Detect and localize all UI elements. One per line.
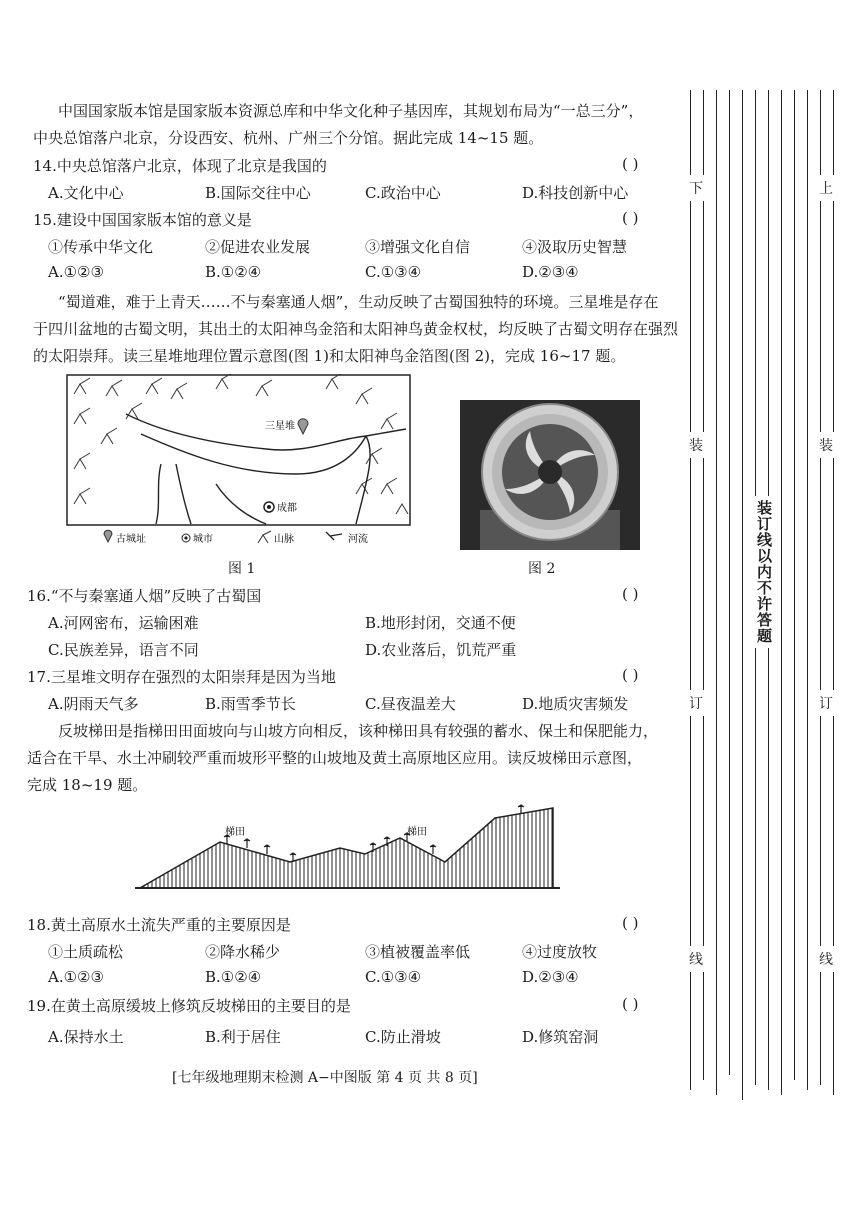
q16-option-d[interactable]: D.农业落后，饥荒严重 <box>365 641 517 659</box>
q19-option-c[interactable]: C.防止滑坡 <box>365 1028 441 1046</box>
figure-2-caption: 图 2 <box>528 561 556 577</box>
q15-option-b[interactable]: B.①②④ <box>205 263 262 281</box>
q15-option-c[interactable]: C.①③④ <box>365 263 422 281</box>
q15-statement-1: ①传承中华文化 <box>48 238 154 256</box>
binding-mark-right-4: 线 <box>817 946 835 972</box>
question-16-stem: 16.“不与秦塞通人烟”反映了古蜀国 <box>27 587 262 605</box>
legend-city: 城市 <box>193 534 213 545</box>
q14-option-d[interactable]: D.科技创新中心 <box>522 184 629 202</box>
binding-line <box>690 90 691 1090</box>
chengdu-label: 成都 <box>277 503 297 514</box>
binding-line <box>716 90 717 1095</box>
intro-paragraph-1-line-1: 中国国家版本馆是国家版本资源总库和中华文化种子基因库，其规划布局为“一总三分”， <box>58 102 644 120</box>
q15-statement-4: ④汲取历史智慧 <box>522 238 628 256</box>
sanxingdui-location-map <box>66 374 411 552</box>
question-19-stem: 19.在黄土高原缓坡上修筑反坡梯田的主要目的是 <box>27 997 351 1015</box>
q14-option-c[interactable]: C.政治中心 <box>365 184 441 202</box>
q18-statement-3: ③植被覆盖率低 <box>365 943 471 961</box>
page-footer: [七年级地理期末检测 A−中图版 第 4 页 共 8 页] <box>172 1070 478 1086</box>
q17-option-b[interactable]: B.雨雪季节长 <box>205 695 296 713</box>
q19-option-d[interactable]: D.修筑窑洞 <box>522 1028 599 1046</box>
intro-paragraph-2-line-2: 于四川盆地的古蜀文明，其出土的太阳神鸟金箔和太阳神鸟黄金权杖，均反映了古蜀文明存在强烈 <box>33 320 679 338</box>
binding-mark-left-4: 线 <box>687 946 705 972</box>
binding-line <box>820 90 821 1085</box>
intro-paragraph-3-line-3: 完成 18~19 题。 <box>27 776 148 794</box>
intro-paragraph-1-line-2: 中央总馆落户北京，分设西安、杭州、广州三个分馆。据此完成 14~15 题。 <box>33 129 544 147</box>
answer-paren-14[interactable]: ( ) <box>622 155 639 173</box>
legend-ancient-site: 古城址 <box>116 534 146 545</box>
answer-paren-16[interactable]: ( ) <box>622 585 639 603</box>
binding-mark-right-3: 订 <box>817 690 835 716</box>
figure-1-caption: 图 1 <box>228 561 256 577</box>
q17-option-d[interactable]: D.地质灾害频发 <box>522 695 629 713</box>
q15-option-d[interactable]: D.②③④ <box>522 263 579 281</box>
reverse-slope-terrace-diagram <box>135 800 560 892</box>
binding-mark-right-2: 装 <box>817 432 835 458</box>
q18-option-d[interactable]: D.②③④ <box>522 968 579 986</box>
intro-paragraph-3-line-2: 适合在干旱、水土冲刷较严重而坡形平整的山坡地及黄土高原地区应用。读反坡梯田示意图， <box>27 749 643 767</box>
q18-statement-4: ④过度放牧 <box>522 943 598 961</box>
answer-paren-18[interactable]: ( ) <box>622 914 639 932</box>
binding-notice: 装订线以内不许答题 <box>752 496 777 648</box>
binding-line <box>729 90 730 1075</box>
binding-line <box>781 90 782 1095</box>
answer-paren-19[interactable]: ( ) <box>622 995 639 1013</box>
question-17-stem: 17.三星堆文明存在强烈的太阳崇拜是因为当地 <box>27 668 336 686</box>
answer-paren-17[interactable]: ( ) <box>622 666 639 684</box>
q15-statement-2: ②促进农业发展 <box>205 238 311 256</box>
question-15-stem: 15.建设中国国家版本馆的意义是 <box>33 211 252 229</box>
q15-option-a[interactable]: A.①②③ <box>48 263 104 281</box>
binding-line <box>703 90 704 1080</box>
q16-option-c[interactable]: C.民族差异，语言不同 <box>48 641 199 659</box>
q16-option-a[interactable]: A.河网密布，运输困难 <box>48 614 199 632</box>
q18-statement-2: ②降水稀少 <box>205 943 281 961</box>
q15-statement-3: ③增强文化自信 <box>365 238 471 256</box>
intro-paragraph-3-line-1: 反坡梯田是指梯田田面坡向与山坡方向相反，该种梯田具有较强的蓄水、保土和保肥能力， <box>58 722 659 740</box>
q19-option-b[interactable]: B.利于居住 <box>205 1028 281 1046</box>
terrace-label-2: 梯田 <box>407 827 427 838</box>
answer-paren-15[interactable]: ( ) <box>622 209 639 227</box>
binding-line <box>742 90 743 1100</box>
binding-mark-left-2: 装 <box>687 432 705 458</box>
q18-option-a[interactable]: A.①②③ <box>48 968 104 986</box>
q17-option-a[interactable]: A.阴雨天气多 <box>48 695 139 713</box>
legend-mountain: 山脉 <box>274 534 294 545</box>
q14-option-a[interactable]: A.文化中心 <box>48 184 124 202</box>
q18-option-b[interactable]: B.①②④ <box>205 968 262 986</box>
binding-line <box>794 90 795 1080</box>
binding-line <box>807 90 808 1090</box>
binding-line <box>833 90 834 1095</box>
q18-statement-1: ①土质疏松 <box>48 943 124 961</box>
binding-mark-left-3: 订 <box>687 690 705 716</box>
q18-option-c[interactable]: C.①③④ <box>365 968 422 986</box>
question-18-stem: 18.黄土高原水土流失严重的主要原因是 <box>27 916 291 934</box>
q19-option-a[interactable]: A.保持水土 <box>48 1028 124 1046</box>
question-14-stem: 14.中央总馆落户北京，体现了北京是我国的 <box>33 157 327 175</box>
intro-paragraph-2-line-1: “蜀道难，难于上青天……不与秦塞通人烟”，生动反映了古蜀国独特的环境。三星堆是存在 <box>58 293 659 311</box>
terrace-label-1: 梯田 <box>225 827 245 838</box>
q17-option-c[interactable]: C.昼夜温差大 <box>365 695 456 713</box>
intro-paragraph-2-line-3: 的太阳崇拜。读三星堆地理位置示意图(图 1)和太阳神鸟金箔图(图 2)，完成 16~17 题。 <box>33 347 626 365</box>
q14-option-b[interactable]: B.国际交往中心 <box>205 184 311 202</box>
sanxingdui-label: 三星堆 <box>265 421 295 432</box>
q16-option-b[interactable]: B.地形封闭，交通不便 <box>365 614 516 632</box>
binding-mark-left-1: 下 <box>687 175 705 201</box>
binding-mark-right-1: 上 <box>817 175 835 201</box>
sun-bird-gold-foil-photo <box>460 400 640 550</box>
legend-river: 河流 <box>348 534 368 545</box>
